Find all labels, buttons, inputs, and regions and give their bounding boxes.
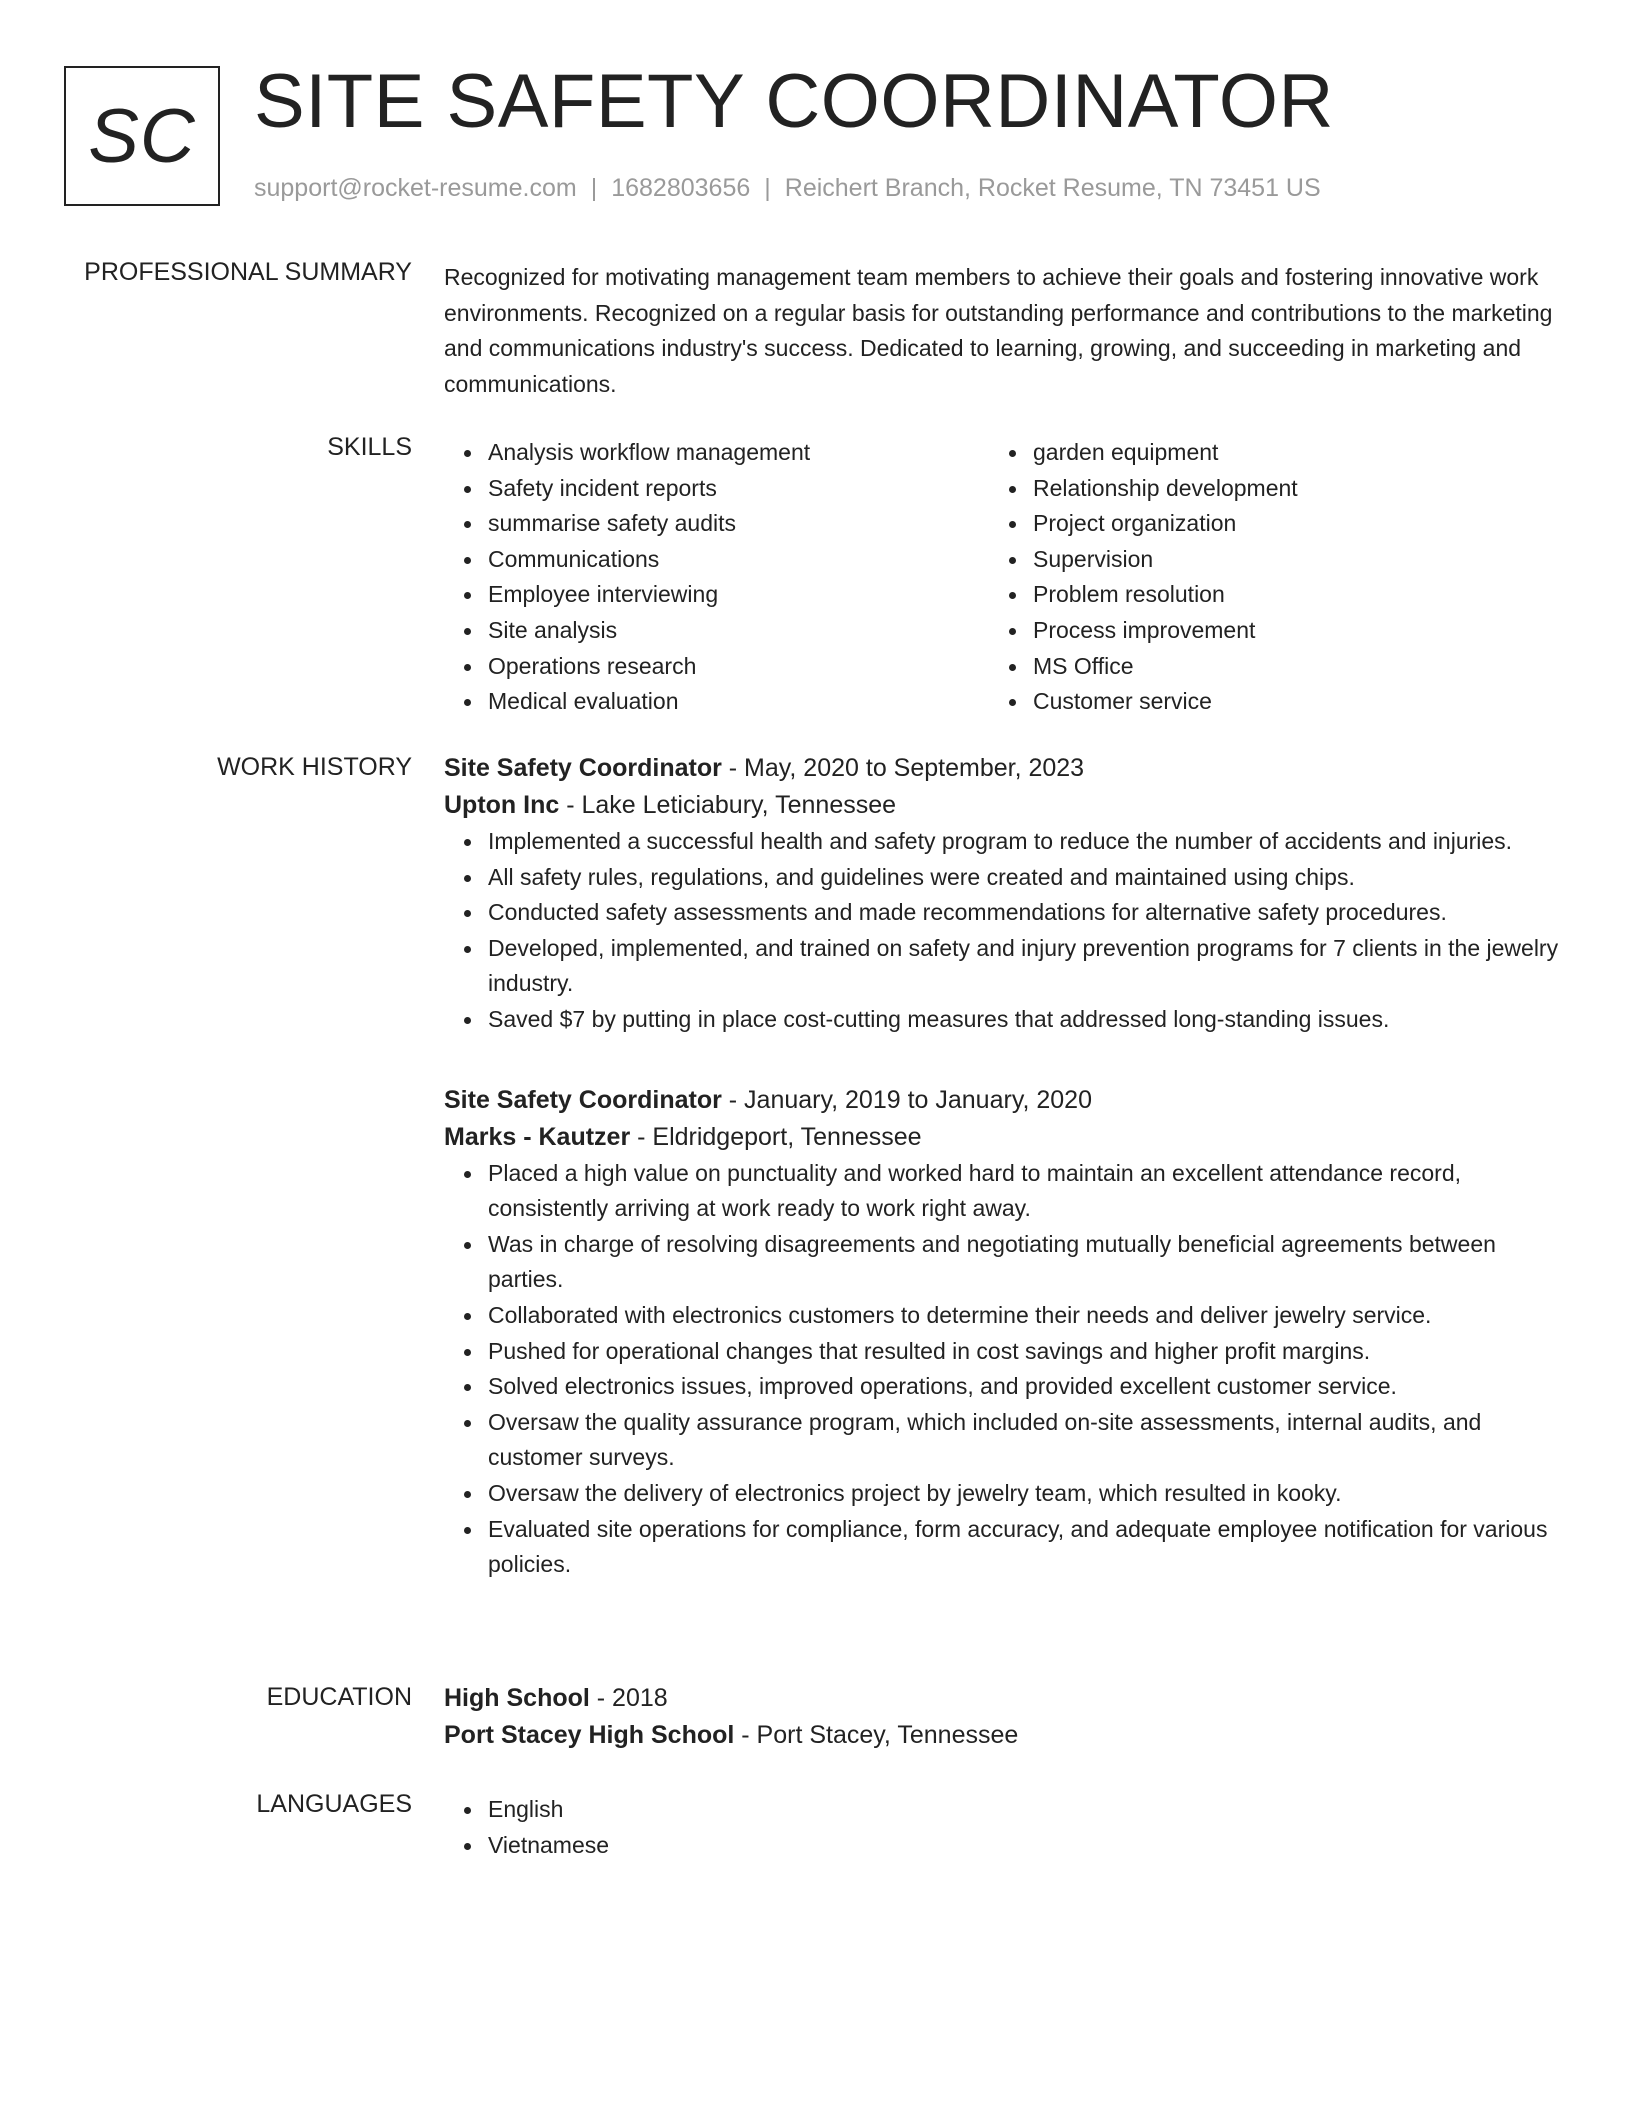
skills-columns — [444, 435, 1560, 720]
contact-email[interactable]: support@rocket-resume.com — [254, 174, 577, 202]
section-heading-languages: LANGUAGES — [256, 1790, 412, 1818]
section-heading-work-history: WORK HISTORY — [217, 753, 412, 781]
skills-body — [444, 435, 1560, 720]
education-school: Port Stacey High School — [444, 1721, 735, 1749]
job-bullet: Oversaw the delivery of electronics project by jewelry team, which resulted in kooky. — [488, 1476, 1560, 1512]
job-location: - Lake Leticiabury, Tennessee — [559, 791, 897, 819]
education-body — [444, 1680, 1560, 1754]
job-title: Site Safety Coordinator — [444, 1085, 722, 1114]
education-location: - Port Stacey, Tennessee — [734, 1721, 1019, 1749]
skill-item: Safety incident reports — [488, 471, 989, 507]
job-bullet: Collaborated with electronics customers to determine their needs and deliver jewelry service. — [488, 1298, 1560, 1334]
contact-address: Reichert Branch, Rocket Resume, TN 73451 US — [784, 174, 1321, 202]
skill-item: Analysis workflow management — [488, 435, 989, 471]
job-location: - Eldridgeport, Tennessee — [630, 1122, 922, 1151]
monogram-box — [64, 66, 220, 206]
skill-item: Project organization — [1033, 506, 1534, 542]
skill-item: Relationship development — [1033, 471, 1534, 507]
job-bullet: Solved electronics issues, improved operations, and provided excellent customer service. — [488, 1369, 1560, 1405]
job-entry — [444, 1082, 1560, 1583]
skills-column-right — [989, 435, 1534, 720]
language-item: Vietnamese — [488, 1828, 1560, 1864]
job-company: Upton Inc — [444, 791, 560, 819]
job-company-line — [444, 1119, 1560, 1156]
contact-phone[interactable]: 1682803656 — [611, 174, 751, 202]
skill-item: Problem resolution — [1033, 577, 1534, 613]
section-heading-skills: SKILLS — [327, 433, 412, 461]
education-year: - 2018 — [589, 1684, 668, 1712]
job-dates: - May, 2020 to September, 2023 — [721, 754, 1085, 782]
skill-item: Communications — [488, 542, 989, 578]
skill-item: Process improvement — [1033, 613, 1534, 649]
contact-separator: | — [590, 174, 598, 202]
education-degree: High School — [444, 1684, 590, 1712]
skill-item: MS Office — [1033, 649, 1534, 685]
summary-body — [444, 260, 1560, 402]
job-bullet: Implemented a successful health and safety program to reduce the number of accidents and injuries. — [488, 824, 1560, 860]
job-bullet-list — [444, 824, 1560, 1038]
skills-list-right — [989, 435, 1534, 720]
candidate-name: SITE SAFETY COORDINATOR — [254, 59, 1334, 144]
languages-list — [444, 1792, 1560, 1863]
job-bullet: Pushed for operational changes that resulted in cost savings and higher profit margins. — [488, 1334, 1560, 1370]
contact-line — [254, 174, 1321, 203]
job-bullet: Oversaw the quality assurance program, which included on-site assessments, internal audits, and customer surveys. — [488, 1405, 1560, 1476]
job-bullet: Developed, implemented, and trained on safety and injury prevention programs for 7 clients in the jewelry industry. — [488, 931, 1560, 1002]
job-bullet: All safety rules, regulations, and guidelines were created and maintained using chips. — [488, 860, 1560, 896]
skill-item: Operations research — [488, 649, 989, 685]
job-bullet: Evaluated site operations for compliance, form accuracy, and adequate employee notification for various policies. — [488, 1512, 1560, 1583]
job-bullet-list — [444, 1156, 1560, 1583]
education-school-line — [444, 1717, 1560, 1754]
skill-item: Customer service — [1033, 684, 1534, 720]
section-heading-education: EDUCATION — [266, 1683, 412, 1711]
education-degree-line — [444, 1680, 1560, 1717]
skill-item: Medical evaluation — [488, 684, 989, 720]
monogram-initials: SC — [88, 93, 196, 179]
skills-list-left — [444, 435, 989, 720]
skills-column-left — [444, 435, 989, 720]
job-bullet: Conducted safety assessments and made recommendations for alternative safety procedures. — [488, 895, 1560, 931]
skill-item: summarise safety audits — [488, 506, 989, 542]
job-title: Site Safety Coordinator — [444, 754, 722, 782]
language-item: English — [488, 1792, 1560, 1828]
job-title-line — [444, 1082, 1560, 1119]
job-dates: - January, 2019 to January, 2020 — [721, 1085, 1092, 1114]
skill-item: garden equipment — [1033, 435, 1534, 471]
job-title-line — [444, 750, 1560, 787]
job-bullet: Saved $7 by putting in place cost-cutting measures that addressed long-standing issues. — [488, 1002, 1560, 1038]
section-heading-summary: PROFESSIONAL SUMMARY — [84, 258, 412, 286]
skill-item: Employee interviewing — [488, 577, 989, 613]
languages-body — [444, 1792, 1560, 1863]
work-history-body — [444, 750, 1560, 1583]
skill-item: Supervision — [1033, 542, 1534, 578]
job-bullet: Was in charge of resolving disagreements and negotiating mutually beneficial agreements between parties. — [488, 1227, 1560, 1298]
skill-item: Site analysis — [488, 613, 989, 649]
job-bullet: Placed a high value on punctuality and worked hard to maintain an excellent attendance record, consistently arriving at work ready to work right away. — [488, 1156, 1560, 1227]
job-company-line — [444, 787, 1560, 824]
contact-separator: | — [764, 174, 771, 202]
job-company: Marks - Kautzer — [444, 1122, 631, 1151]
summary-text: Recognized for motivating management team members to achieve their goals and fostering innovative work environments. Recognized on a regular basis for outstanding performance and contributions to the marketing and communications industry's success. Dedicated to learning, growing, and succeeding in marketing and communications. — [444, 264, 1553, 397]
job-entry — [444, 750, 1560, 1038]
